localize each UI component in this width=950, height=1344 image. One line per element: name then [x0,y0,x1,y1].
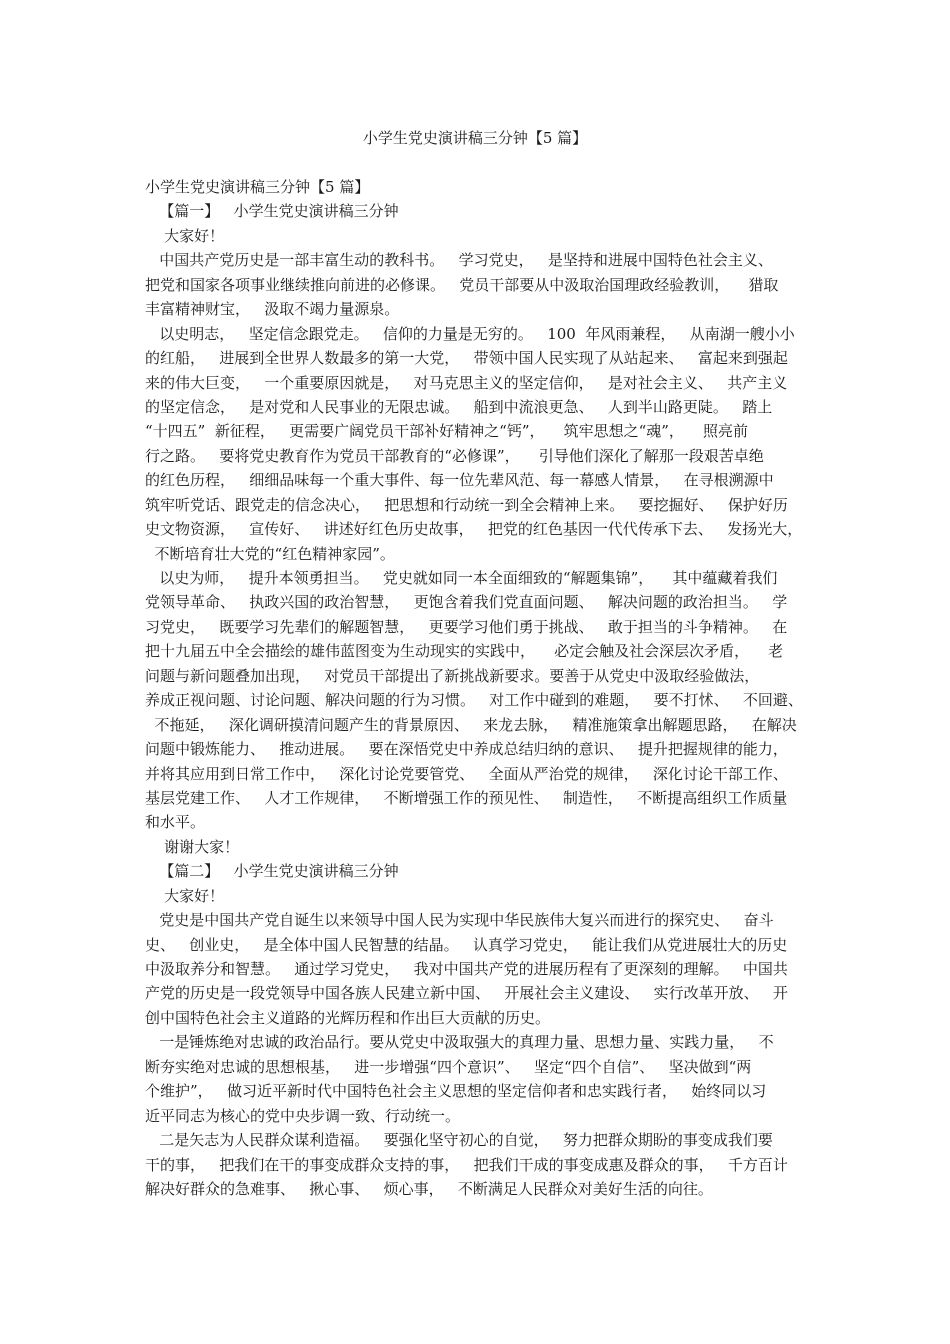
text-line: 产党的历史是一段党领导中国各族人民建立新中国、 开展社会主义建设、 实行改革开放、 开 [145,984,788,1003]
text-line: 近平同志为核心的党中央步调一致、行动统一。 [145,1106,461,1125]
text-line: 习党史， 既要学习先辈们的解题智慧， 更要学习他们勇于挑战、 敢于担当的斗争精神。 在 [145,617,788,636]
text-line: 史、 创业史， 是全体中国人民智慧的结晶。 认真学习党史， 能让我们从党进展壮大的历史 [145,935,788,954]
text-line: 个维护”， 做习近平新时代中国特色社会主义思想的坚定信仰者和忠实践行者， 始终同以习 [145,1082,767,1101]
text-line: 小学生党史演讲稿三分钟【5 篇】 [145,178,370,196]
text-line: 的红船， 进展到全世界人数最多的第一大党， 带领中国人民实现了从站起来、 富起来到强起 [145,349,788,368]
text-line: 把十九届五中全会描绘的雄伟蓝图变为生动现实的实践中， 必定会触及社会深层次矛盾， 老 [145,642,784,661]
text-line: 和水平。 [145,813,206,832]
text-line: “十四五” 新征程， 更需要广阔党员干部补好精神之“钙”， 筑牢思想之“魂”， 照亮前 [145,422,748,441]
text-line: 不断培育壮大党的“红色精神家园”。 [145,544,395,563]
text-line: 党领导革命、 执政兴国的政治智慧， 更饱含着我们党直面问题、 解决问题的政治担当。 学 [145,593,788,612]
text-line: 问题与新问题叠加出现， 对党员干部提出了新挑战新要求。要善于从党史中汲取经验做法， [145,666,760,685]
text-line: 党史是中国共产党自诞生以来领导中国人民为实现中华民族伟大复兴而进行的探究史、 奋斗 [145,911,774,930]
text-line: 行之路。 要将党史教育作为党员干部教育的“必修课”， 引导他们深化了解那一段艰苦卓绝 [145,446,764,465]
text-line: 谢谢大家！ [145,837,240,856]
text-line: 中汲取养分和智慧。 通过学习党史， 我对中国共产党的进展历程有了更深刻的理解。 中国共 [145,960,788,978]
text-line: 养成正视问题、讨论问题、解决问题的行为习惯。 对工作中碰到的难题， 要不打怵、 不回避、 [145,691,803,710]
text-line: 丰富精神财宝， 汲取不竭力量源泉。 [145,300,400,319]
text-line: 基层党建工作、 人才工作规律， 不断增强工作的预见性、 制造性， 不断提高组织工作质量 [145,788,788,807]
text-line: 的坚定信念， 是对党和人民事业的无限忠诚。 船到中流浪更急、 人到半山路更陡。 踏上 [145,397,773,416]
text-line: 中国共产党历史是一部丰富生动的教科书。 学习党史， 是坚持和进展中国特色社会主义、 [145,251,773,270]
text-line: 来的伟大巨变， 一个重要原因就是， 对马克思主义的坚定信仰， 是对社会主义、 共产主义 [145,373,788,392]
text-line: 大家好！ [145,226,225,245]
text-line: 的红色历程， 细细品味每一个重大事件、每一位先辈风范、每一幕感人情景， 在寻根溯源中 [145,471,774,490]
text-line: 问题中锻炼能力、 推动进展。 要在深悟党史中养成总结归纳的意识、 提升把握规律的能力， [145,740,788,759]
text-line: 干的事， 把我们在干的事变成群众支持的事， 把我们干成的事变成惠及群众的事， 千方百计 [145,1155,788,1174]
text-line: 二是矢志为人民群众谋利造福。 要强化坚守初心的自觉， 努力把群众期盼的事变成我们要 [145,1131,773,1150]
text-line: 解决好群众的急难事、 揪心事、 烦心事， 不断满足人民群众对美好生活的向往。 [145,1179,713,1198]
text-line: 【篇一】 小学生党史演讲稿三分钟 [145,202,399,221]
text-line: 以史明志， 坚定信念跟党走。 信仰的力量是无穷的。 100 年风雨兼程， 从南湖一艘小小 [145,324,795,343]
text-line: 一是锤炼绝对忠诚的政治品行。要从党史中汲取强大的真理力量、思想力量、实践力量， 不 [145,1033,774,1052]
text-line: 创中国特色社会主义道路的光辉历程和作出巨大贡献的历史。 [145,1008,551,1027]
text-line: 以史为师， 提升本领勇担当。 党史就如同一本全面细致的“解题集锦”， 其中蕴藏着我们 [145,569,778,587]
text-line: 并将其应用到日常工作中， 深化讨论党要管党、 全面从严治党的规律， 深化讨论干部工作、 [145,764,788,783]
text-line: 筑牢听党话、跟党走的信念决心， 把思想和行动统一到全会精神上来。 要挖掘好、 保护好历 [145,495,788,514]
document-body [145,175,817,1201]
text-line: 不拖延， 深化调研摸清问题产生的背景原因、 来龙去脉， 精准施策拿出解题思路， 在解决 [145,715,797,734]
text-line: 断夯实绝对忠诚的思想根基， 进一步增强“四个意识”、 坚定“四个自信”、 坚决做到“两 [145,1057,752,1076]
text-line: 大家好！ [145,886,225,905]
text-line: 史文物资源， 宣传好、 讲述好红色历史故事， 把党的红色基因一代代传承下去、 发扬光大， [145,520,803,539]
text-line: 【篇二】 小学生党史演讲稿三分钟 [145,862,399,881]
page-title: 小学生党史演讲稿三分钟【5 篇】 [362,129,588,147]
text-line: 把党和国家各项事业继续推向前进的必修课。 党员干部要从中汲取治国理政经验教训， 猎取 [145,275,779,294]
